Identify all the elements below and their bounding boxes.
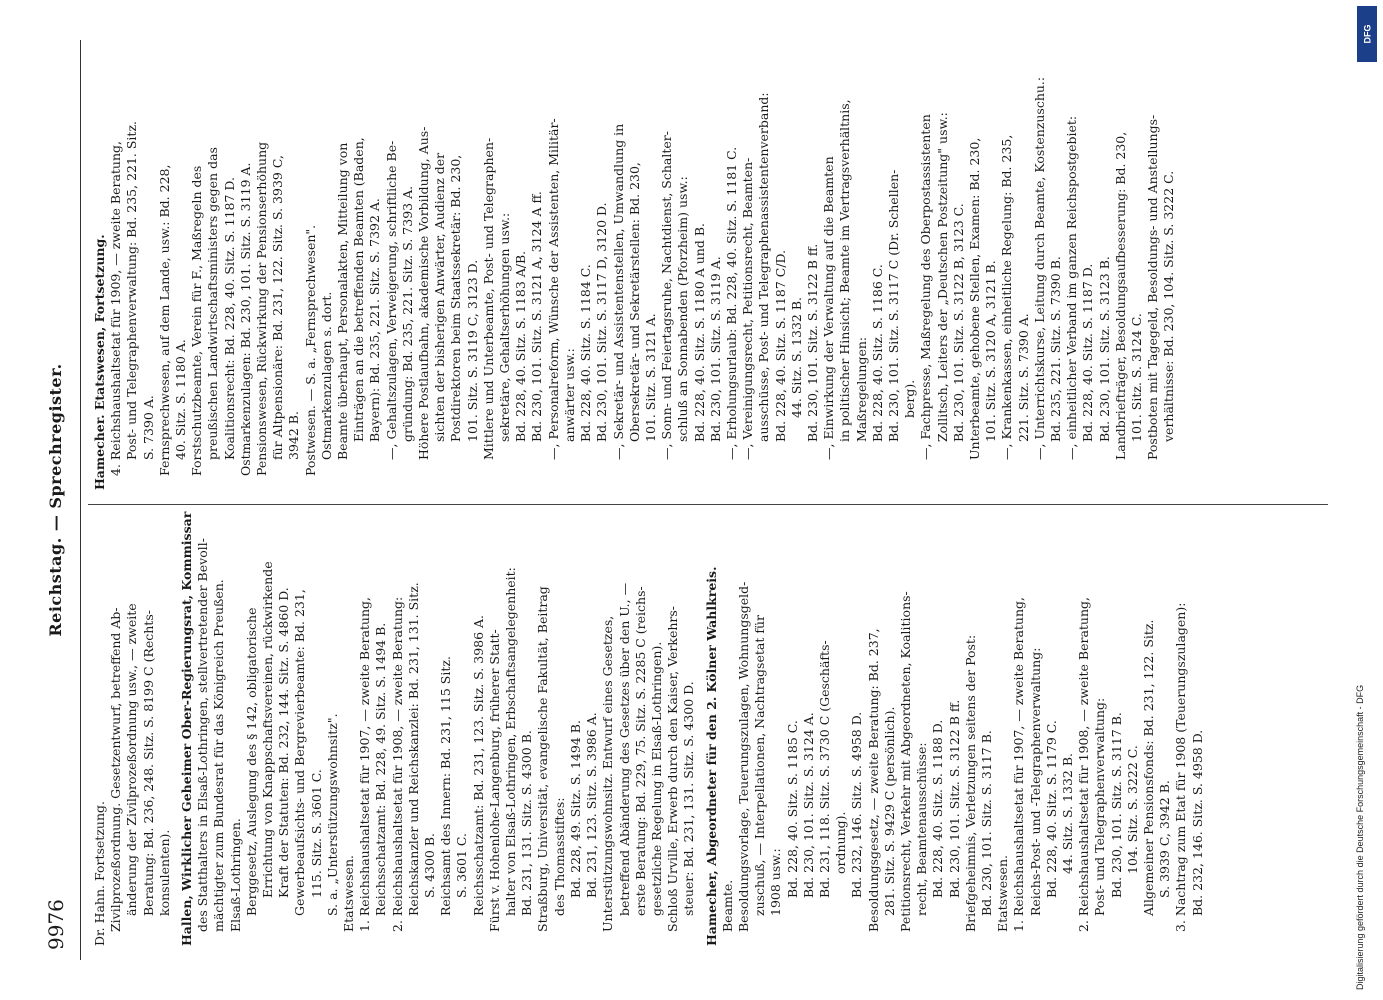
index-line: Bd. 228, 40. Sitz. S. 1185 C. [784,720,800,898]
page-header [40,40,76,960]
index-line: 3942 B. [286,411,302,460]
index-line: 44. Sitz. S. 1332 B. [788,297,804,418]
index-line: 1. Reichshaushaltsetat für 1907, — zweite Beratung, [357,597,373,932]
index-line: —, Krankenkassen, einheitliche Regelung: Bd. 235, [999,134,1015,460]
index-line: —, Gehaltszulagen, Verweigerung, schriftliche Be- [383,140,399,460]
page-title: Reichstag. — Sprechregister. [46,363,65,637]
index-line: Bd. 232, 146. Sitz. S. 4958 D. [849,711,865,898]
index-line: Mittlere und Unterbeamte, Post- und Telegraphen- [480,137,496,460]
index-line: 104. Sitz. S. 3222 C. [1124,745,1140,874]
index-line: S. 4300 B. [422,832,438,898]
index-line: recht, Beamtenausschüsse: [914,742,930,916]
index-line: Kraft der Statuten: Bd. 232, 144. Sitz. S. 4860 D. [276,587,292,898]
index-line: Etatswesen. [995,855,1011,932]
index-line: Bd. 230, 101. Sitz. S. 3117 D, 3120 D. [594,202,610,442]
index-line: S. 7390 A. [140,395,156,460]
index-line: Reichskanzler und Reichskanzlei: Bd. 231, 131. Sitz. [405,582,421,916]
rotated-page [40,40,1340,960]
index-line: zuschuß, — Interpellationen, Nachtragsetat für [752,615,768,916]
index-line: Postdirektoren beim Staatssekretär: Bd. 230, [448,154,464,442]
right-column [92,50,1178,490]
index-line: Besoldungsgesetz, — zweite Beratung: Bd. 237, [865,628,881,932]
index-line: 101. Sitz. S. 3124 C. [1129,313,1144,442]
index-line: anwärter usw.: [561,348,577,442]
index-line: sichten der bisherigen Anwärter, Audienz der [432,152,448,442]
index-line: steuer: Bd. 231, 131. Sitz. S. 4300 D. [681,681,697,916]
index-line: verhältnisse: Bd. 230, 104. Sitz. S. 3222 C. [1161,170,1177,442]
index-line: Reichsschatzamt: Bd. 228, 49. Sitz. S. 1494 B. [373,622,389,916]
index-line: Ostmarkenzulagen s. dort. [318,291,334,460]
index-line: S. 3601 C. [454,833,470,898]
index-line: Pensionswesen, Rückwirkung der Pensionserhöhung [254,141,270,476]
index-line: Dr. Hahn. Fortsetzung. [92,801,107,946]
index-line: Landbriefträger, Besoldungsaufbesserung: Bd. 230, [1112,131,1128,460]
index-line: gründung: Bd. 235, 221. Sitz. S. 7393 A. [399,185,415,442]
index-line: Elsaß-Lothringen. [227,818,243,932]
index-line: ordnung). [833,811,849,874]
index-line: —, Einwirkung der Verwaltung auf die Beamten [821,156,837,460]
index-line: erste Beratung: Bd. 229, 75. Sitz. S. 2285 C (reichs- [632,586,648,916]
index-line: Bd. 230, 101. Sitz. S. 3117 B. [1108,712,1124,898]
index-line: 101. Sitz. S. 3120 A, 3121 B. [983,260,999,442]
index-line: Beamte. [719,879,735,932]
index-line: Reichs-Post- und -Telegraphenverwaltung: [1027,647,1043,916]
index-line: Bd. 228, 40. Sitz. S. 1188 D. [930,719,946,898]
index-line: Bd. 228, 40. Sitz. S. 1179 C. [1043,720,1059,898]
index-line: schluß an Sonnabenden (Pforzheim) usw.: [675,176,691,442]
index-line: Post- und Telegraphenverwaltung: Bd. 235, 221. Sitz. [124,120,140,460]
index-line: S. 3939 C, 3942 B. [1157,780,1173,898]
index-line: Beamte überhaupt, Personalakten, Mitteilung von [335,142,351,460]
index-line: Reichsschatzamt: Bd. 231, 123. Sitz. S. 3986 A. [470,614,486,916]
index-line: Forstschutzbeamte, Verein für F., Maßregeln des [189,165,205,476]
index-line: 221. Sitz. S. 7390 A. [1015,313,1031,442]
index-line: Post- und Telegraphenverwaltung: [1092,697,1108,916]
index-line: 40. Sitz. S. 1180 A. [173,339,189,460]
index-line: Bd. 228, 40. Sitz. S. 1187 C/D. [772,249,788,442]
index-line: 115. Sitz. S. 3601 C. [308,769,324,898]
index-line: Hallen, Wirklicher Geheimer Ober-Regierungsrat, Kommissar [179,511,195,946]
index-line: Zollitsch, Leiters der „Deutschen Postzeitung" usw.: [934,112,950,442]
column-divider [88,504,1328,505]
index-line: halter von Elsaß-Lothringen, Erbschaftsangelegenheit: [503,567,519,916]
index-line: Errichtung von Knappschaftsvereinen, rückwirkende [260,561,276,898]
page-number: 9976 [44,899,68,950]
index-line: Reichsamt des Innern: Bd. 231, 115 Sitz. [438,656,454,916]
index-line: sekretäre, Gehaltserhöhungen usw.: [497,212,513,442]
index-line: —, Sonn- und Feiertagsruhe, Nachtdienst, Schalter- [659,131,675,460]
index-line: 3. Nachtrag zum Etat für 1908 (Teuerungszulagen): [1173,602,1189,932]
index-line: Bd. 230, 101. Sitz. S. 3124 A. [800,712,816,898]
index-line: Straßburg, Universität, evangelische Fakultät, Beitrag [535,586,551,932]
index-line: Bd. 228, 40. Sitz. S. 1183 A/B. [513,250,529,442]
index-line: —, Personalreform, Wünsche der Assistenten, Militär- [545,118,561,460]
left-column [92,506,1206,946]
index-line: Bd. 228, 40. Sitz. S. 1184 C. [578,264,594,442]
index-line: preußischen Landwirtschaftsministers gegen das [205,147,221,460]
index-line: 101. Sitz. S. 3121 A. [642,313,658,442]
index-line: —, einheitlicher Verband im ganzen Reichspostgebiet: [1064,115,1080,460]
index-line: Hamecher, Abgeordneter für den 2. Kölner Wahlkreis. [703,566,719,946]
index-line: 1908 usw.: [768,848,784,916]
index-line: Höhere Postlaufbahn, akademische Vorbildung, Aus- [416,126,432,460]
index-line: Unterbeamte, gehobene Stellen, Examen: Bd. 230, [966,137,982,460]
index-line: Koalitionsrecht: Bd. 228, 40. Sitz. S. 1187 D. [221,177,237,460]
index-line: 2. Reichshaushaltsetat für 1908, — zweite Beratung, [1076,597,1092,932]
index-line: Etatswesen. [341,855,357,932]
index-line: Bd. 230, 101. Sitz. S. 3121 A, 3124 A ff. [529,191,545,442]
header-rule [80,40,81,960]
index-line: —, Vereinigungsrecht, Petitionsrecht, Beamten- [740,157,756,460]
index-line: 4. Reichshaushaltsetat für 1909, — zweite Beratung, [108,141,124,476]
index-line: in politischer Hinsicht; Beamte im Vertragsverhältnis, [837,99,853,442]
index-line: 2. Reichshaushaltsetat für 1908, — zweite Beratung: [389,596,405,932]
index-line: S. a. „Unterstützungswohnsitz". [324,713,340,916]
index-line: —, Sekretär- und Assistentenstellen, Umwandlung in [610,123,626,460]
index-line: Allgemeiner Pensionsfonds: Bd. 231, 122. Sitz. [1141,619,1156,916]
dfg-logo: DFG [1357,6,1377,62]
index-line: Postboten mit Tagegeld, Besoldungs- und Anstellungs- [1145,114,1161,460]
index-line: mächtigter zum Bundesrat für das Königreich Preußen. [211,579,227,932]
index-line: Besoldungsvorlage, Teuerungszulagen, Wohnungsgeld- [735,581,751,932]
index-line: 101. Sitz. S. 3119 C, 3123 D. [464,259,480,442]
index-line: Zivilprozeßordnung. Gesetzentwurf, betreffend Ab- [108,607,124,932]
index-line: Bd. 231, 118. Sitz. S. 3730 C (Geschäfts- [816,640,832,898]
index-line: Bd. 230, 101. Sitz. S. 3122 B ff. [804,243,820,442]
index-line: —, Erholungsurlaub: Bd. 228, 40. Sitz. S. 1181 C. [723,146,739,460]
index-line: Fernsprechwesen, auf dem Lande, usw.: Bd. 228, [156,164,172,476]
index-line: Bd. 228, 40. Sitz. S. 1187 D. [1080,263,1096,442]
index-line: Bd. 231, 123. Sitz. S. 3986 A. [584,712,600,898]
index-line: 44. Sitz. S. 1332 B. [1059,753,1075,874]
index-line: ausschüsse, Post- und Telegraphenassistentenverband: [756,92,772,442]
index-line: des Statthalters in Elsaß-Lothringen, stellvertretender Bevoll- [195,538,211,932]
index-line: Bd. 232, 146. Sitz. S. 4958 D. [1189,729,1205,916]
index-line: Bd. 235, 221. Sitz. S. 7390 B. [1047,256,1063,442]
side-note-text: Digitalisierung gefördert durch die Deutsche Forschungsgemeinschaft - DFG [1355,684,1365,990]
index-line: —, Fachpresse, Maßregelung des Oberpostassistenten [918,114,934,460]
index-line: Bd. 230, 101. Sitz. S. 3117 B. [978,730,994,916]
index-line: —, Unterrichtskurse, Leitung durch Beamte, Kostenzuschu.: [1031,76,1047,460]
index-line: Bd. 230, 101. Sitz. S. 3122 B ff. [946,699,962,898]
index-line: Bd. 230, 101. Sitz. S. 3117 C (Dr. Schellen- [885,169,901,442]
index-line: Postwesen. — S. a. „Fernsprechwesen". [302,224,318,476]
index-line: Bd. 230, 101. Sitz. S. 3122 B, 3123 C. [950,203,966,442]
index-line: berg). [902,379,918,418]
index-line: betreffend Abänderung des Gesetzes über den U., — [616,582,632,916]
index-line: Bd. 228, 40. Sitz. S. 1186 C. [869,264,885,442]
index-line: Petitionsrecht, Verkehr mit Abgeordneten, Koalitions- [897,591,913,932]
index-line: Obersekretär- und Sekretärstellen: Bd. 230, [626,162,642,442]
index-line: konsulenten). [156,829,172,916]
index-line: Gewerbeaufsichts- und Bergrevierbeamte: Bd. 231, [292,589,308,916]
index-line: des Thomasstiftes: [551,797,567,916]
index-line: änderung der Zivilprozeßordnung usw., — zweite [124,603,140,916]
index-line: Briefgeheimnis, Verletzungen seitens der Post: [962,634,978,932]
index-line: Bd. 228, 49. Sitz. S. 1494 B. [567,720,583,898]
index-line: Bd. 230, 101. Sitz. S. 3123 B. [1096,256,1112,442]
index-line: Bayern): Bd. 235, 221. Sitz. S. 7392 A. [367,198,383,442]
index-line: Beratung: Bd. 236, 248. Sitz. S. 8199 C (Rechts- [140,610,156,916]
side-note [1355,10,1377,990]
index-line: Hamecher. Etatswesen, Fortsetzung. [92,234,107,490]
index-line: Bd. 230, 101. Sitz. S. 3119 A. [707,256,723,442]
index-line: für Altpensionäre: Bd. 231, 122. Sitz. S. 3939 C, [270,155,286,460]
index-line: gesetzliche Regelung in Elsaß-Lothringen). [648,641,664,916]
index-line: Maßregelungen: [853,336,869,442]
index-line: Bd. 231, 131. Sitz. S. 4300 B. [519,730,535,916]
index-line: Bd. 228, 40. Sitz. S. 1180 A und B. [691,223,707,442]
index-line: 1. Reichshaushaltsetat für 1907, — zweite Beratung, [1011,597,1027,932]
index-line: Berggesetz, Auslegung des § 142, obligatorische [243,607,259,916]
index-line: Fürst v. Hohenlohe-Langenburg, früherer Statt- [486,629,502,932]
index-line: Unterstützungswohnsitz. Entwurf eines Gesetzes, [600,615,616,932]
index-line: Ostmarkenzulagen: Bd. 230, 101. Sitz. S. 3119 A. [237,162,253,476]
index-line: 281. Sitz. S. 9429 C (persönlich). [881,706,897,916]
index-line: Einträgen an die betreffenden Beamten (Baden, [351,137,367,442]
index-line: Schloß Urville, Erwerb durch den Kaiser, Verkehrs- [665,605,681,932]
